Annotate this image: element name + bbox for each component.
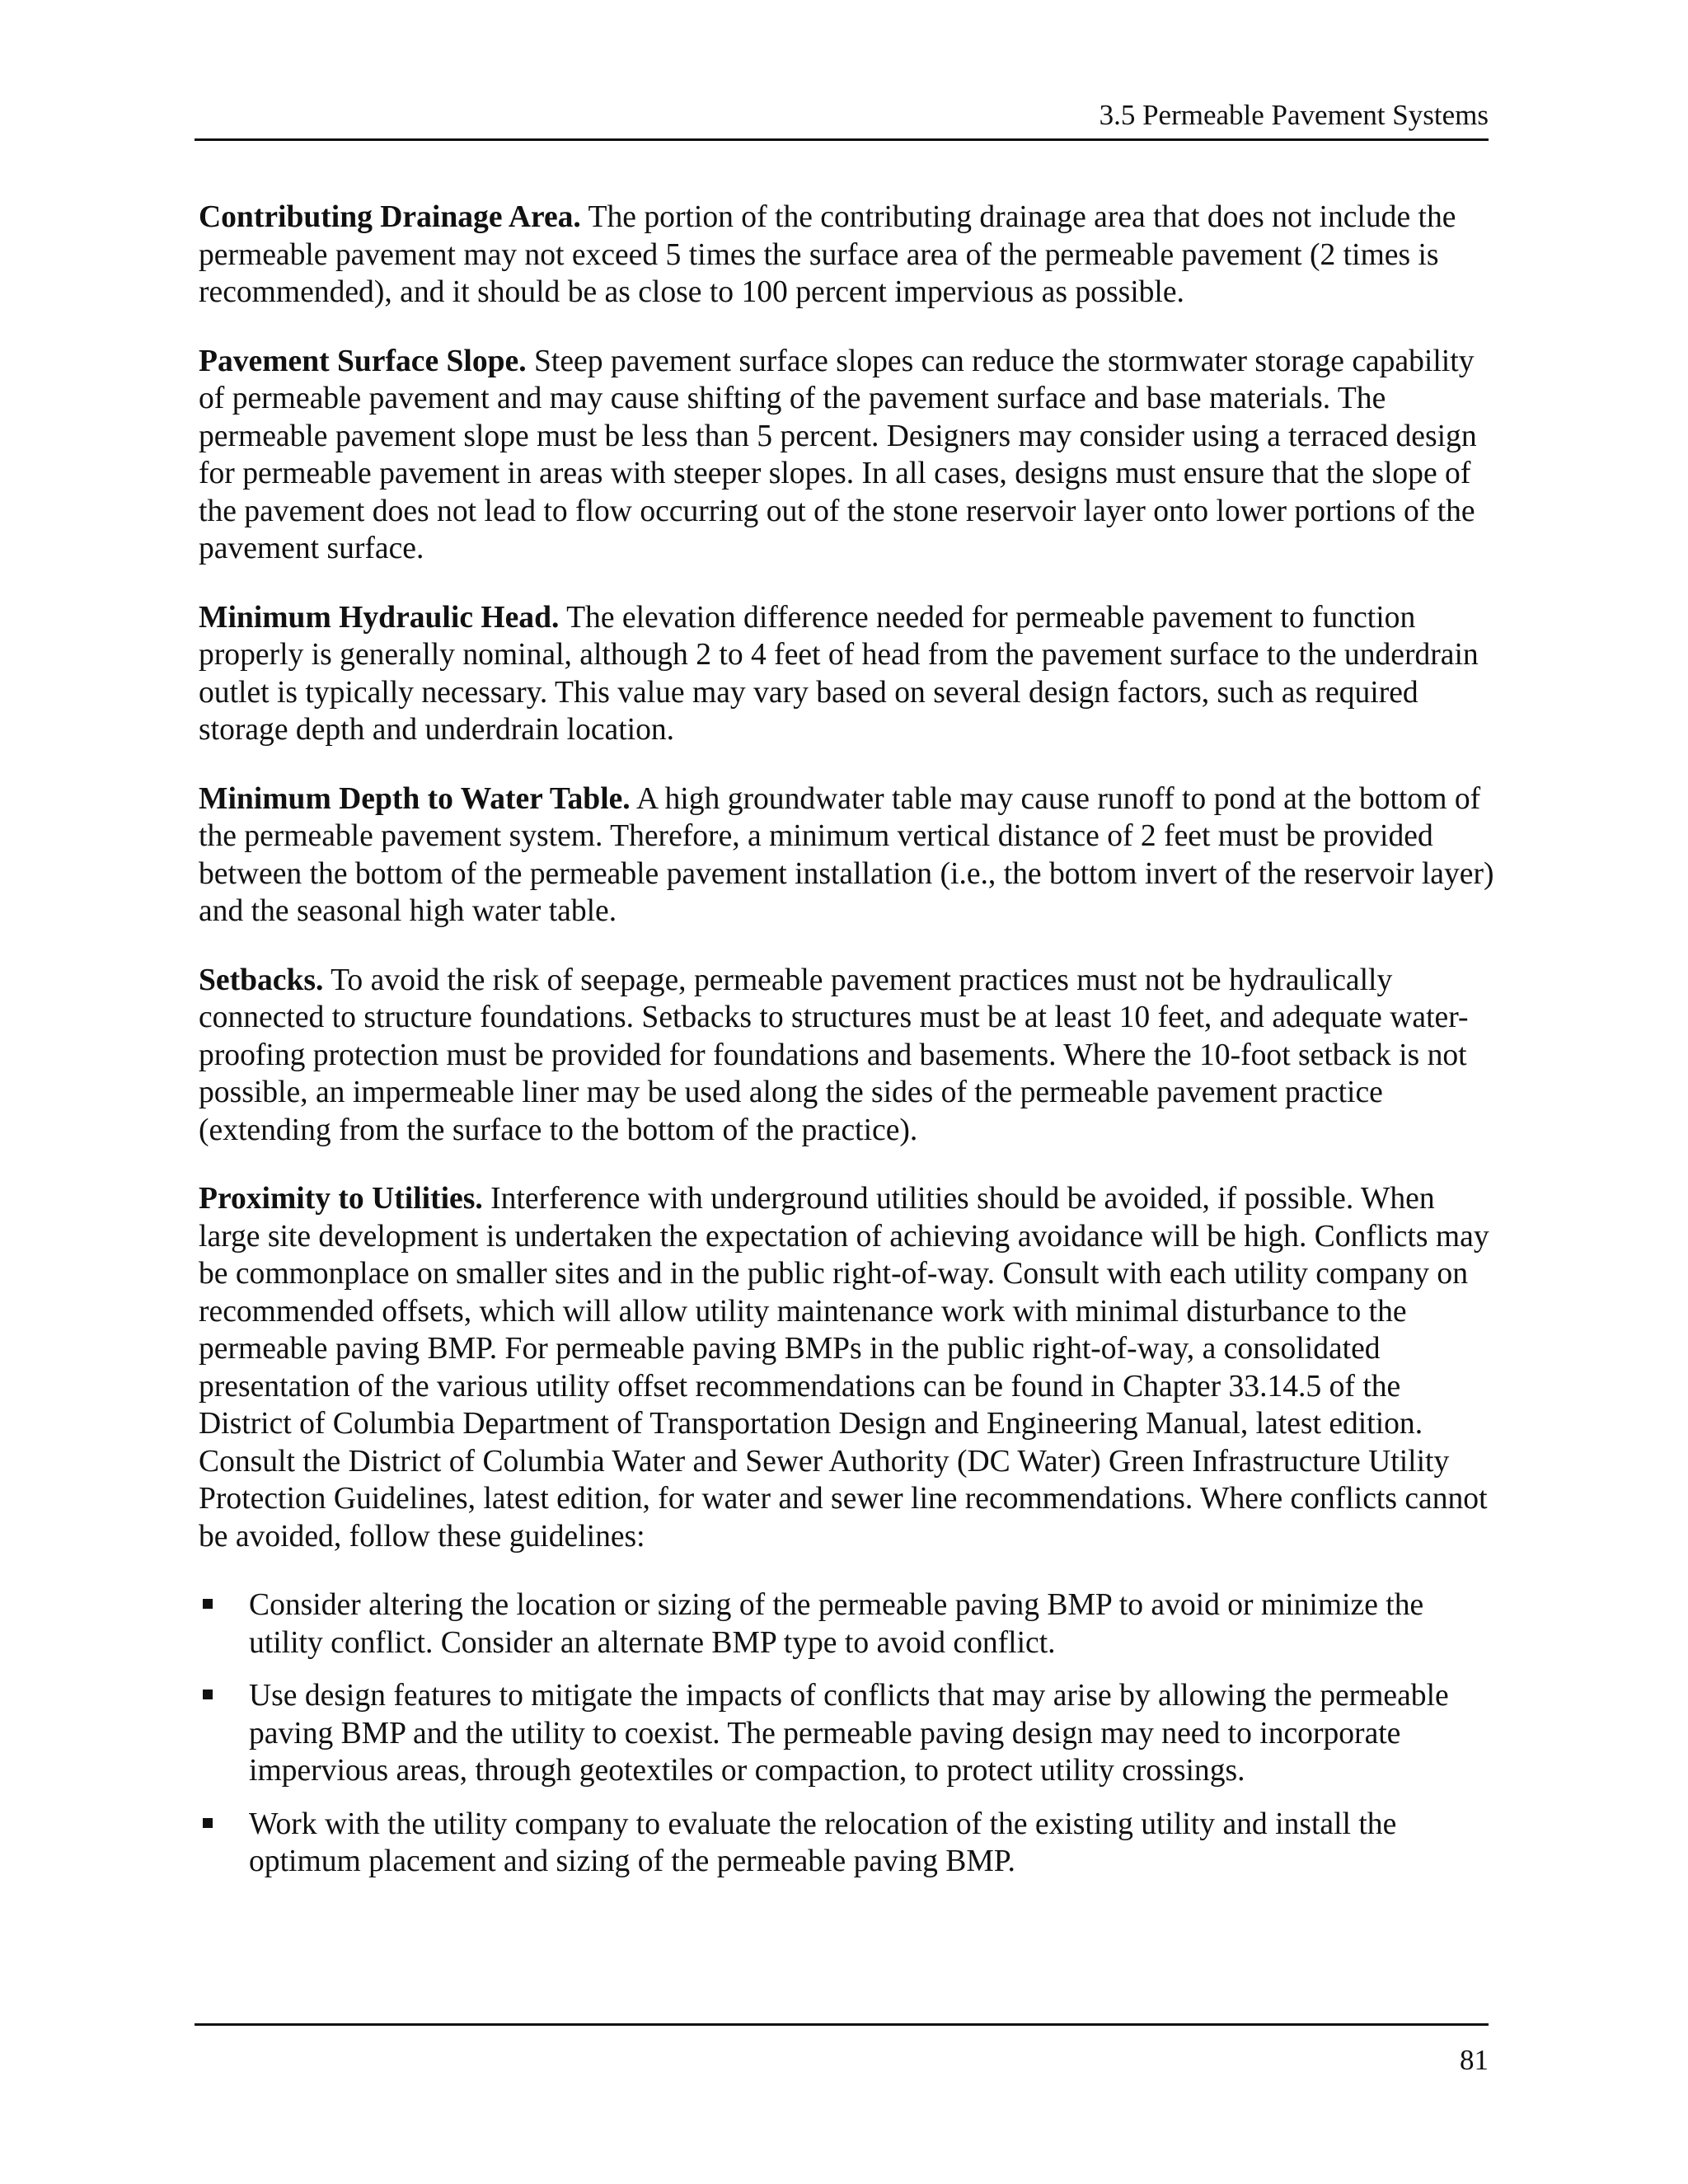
list-item <box>199 1677 1501 1790</box>
paragraph-heading: Contributing Drainage Area. <box>199 200 581 234</box>
page-number: 81 <box>1460 2044 1489 2076</box>
paragraph-body: Steep pavement surface slopes can reduce the stormwater storage capability of permeable pavement and may cause shifting of the pavement surface and base materials. The permeable pavement slope must be less than 5 percent. Designers may consider using a terraced design for permeable pavement in areas with steeper slopes. In all cases, designs must ensure that the slope of the pavement does not lead to flow occurring out of the stone reservoir layer onto lower portions of the pavement surface. <box>199 344 1477 565</box>
square-bullet-icon <box>203 1599 213 1609</box>
paragraph-contributing-drainage-area <box>199 199 1501 312</box>
square-bullet-icon <box>203 1690 213 1699</box>
paragraph-body: To avoid the risk of seepage, permeable pavement practices must not be hydraulically connected to structure foundations. Setbacks to structures must be at least 10 feet, and adequate water-proofing protection must be provided for foundations and basements. Where the 10-foot setback is not possible, an impermeable liner may be used along the sides of the permeable pavement practice (extending from the surface to the bottom of the practice). <box>199 963 1469 1147</box>
paragraph-heading: Setbacks. <box>199 963 324 997</box>
paragraph-body: A high groundwater table may cause runoff to pond at the bottom of the permeable pavement system. Therefore, a minimum vertical distance of 2 feet must be provided between the bottom of the permeable pavement installation (i.e., the bottom invert of the reservoir layer) and the seasonal high water table. <box>199 781 1494 928</box>
paragraph-body: The portion of the contributing drainage area that does not include the permeable pavement may not exceed 5 times the surface area of the permeable pavement (2 times is recommended), and it should be as close to 100 percent impervious as possible. <box>199 200 1456 309</box>
paragraph-setbacks <box>199 962 1501 1150</box>
paragraph-minimum-hydraulic-head <box>199 599 1501 749</box>
paragraph-body: Interference with underground utilities should be avoided, if possible. When large site development is undertaken the expectation of achieving avoidance will be high. Conflicts may be commonplace on smaller sites and in the public right-of-way. Consult with each utility company on recommended offsets, which will allow utility maintenance work with minimal disturbance to the permeable paving BMP. For permeable paving BMPs in the public right-of-way, a consolidated presentation of the various utility offset recommendations can be found in Chapter 33.14.5 of the District of Columbia Department of Transportation Design and Engineering Manual, latest edition. Consult the District of Columbia Water and Sewer Authority (DC Water) Green Infrastructure Utility Protection Guidelines, latest edition, for water and sewer line recommendations. Where conflicts cannot be avoided, follow these guidelines: <box>199 1182 1489 1554</box>
guidelines-list <box>199 1586 1501 1881</box>
list-item <box>199 1586 1501 1661</box>
list-item-text: Use design features to mitigate the impacts of conflicts that may arise by allowing the permeable paving BMP and the utility to coexist. The permeable paving design may need to incorporate impervious areas, through geotextiles or compaction, to protect utility crossings. <box>249 1679 1449 1788</box>
section-title: 3.5 Permeable Pavement Systems <box>1099 99 1489 131</box>
page-header <box>195 97 1489 141</box>
paragraph-heading: Pavement Surface Slope. <box>199 344 527 378</box>
square-bullet-icon <box>203 1818 213 1828</box>
page-footer <box>195 2023 1489 2076</box>
main-content <box>199 199 1501 1896</box>
paragraph-minimum-depth-to-water-table <box>199 780 1501 930</box>
paragraph-heading: Minimum Depth to Water Table. <box>199 781 631 816</box>
paragraph-heading: Minimum Hydraulic Head. <box>199 600 560 635</box>
list-item-text: Consider altering the location or sizing of the permeable paving BMP to avoid or minimize the utility conflict. Consider an alternate BMP type to avoid conflict. <box>249 1588 1424 1660</box>
paragraph-proximity-to-utilities <box>199 1180 1501 1555</box>
paragraph-heading: Proximity to Utilities. <box>199 1182 483 1216</box>
list-item-text: Work with the utility company to evaluate the relocation of the existing utility and install the optimum placement and sizing of the permeable paving BMP. <box>249 1807 1397 1878</box>
paragraph-body: The elevation difference needed for permeable pavement to function properly is generally nominal, although 2 to 4 feet of head from the pavement surface to the underdrain outlet is typically necessary. This value may vary based on several design factors, such as required storage depth and underdrain location. <box>199 600 1479 747</box>
paragraph-pavement-surface-slope <box>199 343 1501 568</box>
list-item <box>199 1806 1501 1881</box>
